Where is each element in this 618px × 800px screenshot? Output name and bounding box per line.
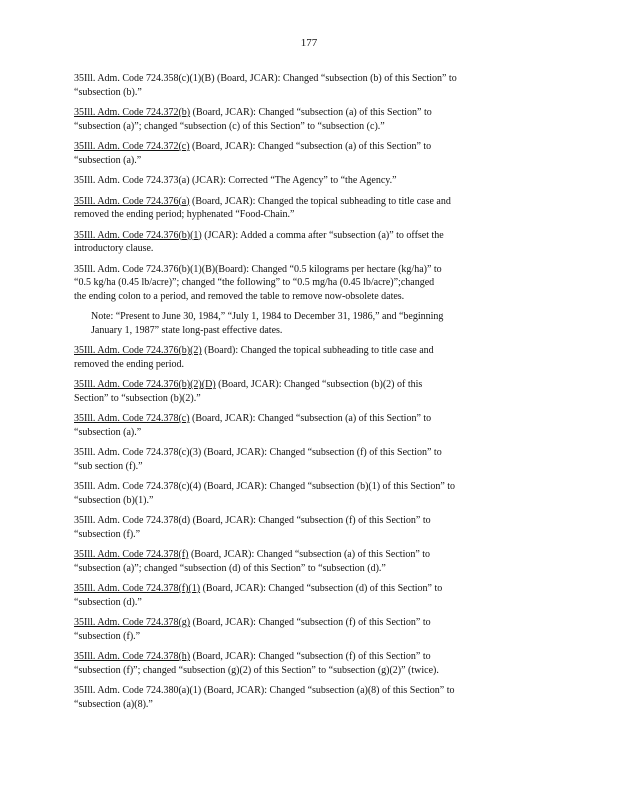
entry-citation: 35Ill. Adm. Code 724.378(f) bbox=[74, 549, 189, 560]
entry-line: “subsection (a)(8).” bbox=[74, 698, 153, 710]
amendment-entry bbox=[74, 480, 544, 507]
amendment-entry bbox=[74, 195, 544, 222]
entry-line: “subsection (f)”; changed “subsection (g)(2) of this Section” to “subsection (g)(2)” (twice). bbox=[74, 664, 439, 676]
amendment-entry bbox=[74, 174, 544, 188]
entry-citation: 35Ill. Adm. Code 724.372(b) bbox=[74, 107, 191, 118]
entry-line: “0.5 kg/ha (0.45 lb/acre)”; changed “the following” to “0.5 mg/ha (0.45 lb/acre)”;changed bbox=[74, 277, 435, 288]
entry-citation: 35Ill. Adm. Code 724.378(f)(1) bbox=[74, 583, 201, 594]
entry-line: 35Ill. Adm. Code 724.373(a) (JCAR): Corrected “The Agency” to “the Agency.” bbox=[74, 175, 397, 186]
entry-line: “subsection (b)(1).” bbox=[74, 494, 154, 506]
entry-text: (Board, JCAR): Changed the topical subheading to title case and bbox=[189, 195, 451, 207]
entry-text: (Board, JCAR): Changed “subsection (a) of this Section” to bbox=[189, 141, 432, 152]
entry-text: (JCAR): Added a comma after “subsection (a)” to offset the bbox=[201, 229, 444, 241]
entry-line bbox=[74, 412, 544, 426]
entry-text: (Board, JCAR): Changed “subsection (f) of this Section” to bbox=[190, 617, 431, 628]
entry-citation: 35Ill. Adm. Code 724.376(b)(2)(D) bbox=[74, 379, 216, 390]
amendment-entry bbox=[74, 140, 544, 167]
amendment-entry bbox=[74, 412, 544, 439]
amendment-entry bbox=[74, 106, 544, 133]
entry-line bbox=[74, 344, 544, 358]
note-line: January 1, 1987” state long-past effective dates. bbox=[91, 324, 283, 336]
entry-text: (Board, JCAR): Changed “subsection (d) of this Section” to bbox=[200, 583, 443, 594]
amendment-entry bbox=[74, 582, 544, 609]
amendment-entry bbox=[74, 263, 544, 304]
page-number: 177 bbox=[300, 37, 318, 49]
amendment-entry bbox=[74, 616, 544, 643]
entry-line bbox=[74, 195, 544, 209]
entry-text: (Board): Changed the topical subheading to title case and bbox=[201, 345, 434, 356]
entry-line: “subsection (a).” bbox=[74, 154, 142, 166]
amendment-entry bbox=[74, 229, 544, 256]
entries-list bbox=[74, 72, 544, 718]
amendment-entry bbox=[74, 72, 544, 99]
entry-citation: 35Ill. Adm. Code 724.376(a) bbox=[74, 195, 190, 207]
note-line: Note: “Present to June 30, 1984,” “July 1, 1984 to December 31, 1986,” and “beginning bbox=[91, 311, 444, 322]
entry-line bbox=[74, 378, 544, 392]
entry-line: removed the ending period. bbox=[74, 358, 184, 370]
entry-citation: 35Ill. Adm. Code 724.376(b)(1) bbox=[74, 229, 202, 241]
entry-line: Section” to “subsection (b)(2).” bbox=[74, 392, 201, 404]
entry-citation: 35Ill. Adm. Code 724.372(c) bbox=[74, 141, 190, 152]
entry-text: (Board, JCAR): Changed “subsection (a) of this Section” to bbox=[190, 107, 432, 118]
entry-line: the ending colon to a period, and removed the table to remove now-obsolete dates. bbox=[74, 290, 405, 302]
entry-line: 35Ill. Adm. Code 724.380(a)(1) (Board, JCAR): Changed “subsection (a)(8) of this Section” to bbox=[74, 685, 455, 696]
entry-line: “subsection (a)”; changed “subsection (d) of this Section” to “subsection (d).” bbox=[74, 562, 386, 574]
entry-line: introductory clause. bbox=[74, 243, 154, 254]
entry-line: 35Ill. Adm. Code 724.376(b)(1)(B)(Board): Changed “0.5 kilograms per hectare (kg/ha)” to bbox=[74, 263, 442, 275]
amendment-entry bbox=[74, 446, 544, 473]
entry-text: (Board, JCAR): Changed “subsection (a) of this Section” to bbox=[188, 549, 431, 560]
entry-line: 35Ill. Adm. Code 724.378(d) (Board, JCAR): Changed “subsection (f) of this Section” to bbox=[74, 515, 431, 526]
entry-line: 35Ill. Adm. Code 724.358(c)(1)(B) (Board, JCAR): Changed “subsection (b) of this Section” to bbox=[74, 73, 457, 84]
entry-line: 35Ill. Adm. Code 724.378(c)(3) (Board, JCAR): Changed “subsection (f) of this Section” to bbox=[74, 447, 442, 458]
entry-line bbox=[74, 229, 544, 243]
entry-line: “subsection (d).” bbox=[74, 596, 142, 608]
entry-citation: 35Ill. Adm. Code 724.376(b)(2) bbox=[74, 345, 202, 356]
entry-line bbox=[74, 582, 544, 596]
entry-citation: 35Ill. Adm. Code 724.378(h) bbox=[74, 651, 191, 662]
entry-line: “subsection (b).” bbox=[74, 86, 142, 98]
entry-line bbox=[74, 140, 544, 154]
entry-line: 35Ill. Adm. Code 724.378(c)(4) (Board, JCAR): Changed “subsection (b)(1) of this Section” to bbox=[74, 481, 456, 492]
amendment-entry bbox=[74, 684, 544, 711]
amendment-entry bbox=[74, 344, 544, 371]
entry-line: “subsection (f).” bbox=[74, 630, 141, 642]
entry-line bbox=[74, 650, 544, 664]
entry-line: “subsection (f).” bbox=[74, 528, 141, 540]
amendment-entry bbox=[74, 378, 544, 405]
entry-line: “subsection (a)”; changed “subsection (c) of this Section” to “subsection (c).” bbox=[74, 120, 385, 132]
amendment-entry bbox=[74, 548, 544, 575]
amendment-entry bbox=[74, 650, 544, 677]
entry-citation: 35Ill. Adm. Code 724.378(c) bbox=[74, 413, 190, 424]
entry-line bbox=[74, 616, 544, 630]
entry-line: “subsection (a).” bbox=[74, 426, 142, 438]
entry-text: (Board, JCAR): Changed “subsection (b)(2) of this bbox=[215, 379, 423, 390]
entry-line bbox=[74, 106, 544, 120]
entry-line: removed the ending period; hyphenated “Food-Chain.” bbox=[74, 209, 295, 220]
entry-citation: 35Ill. Adm. Code 724.378(g) bbox=[74, 617, 191, 628]
entry-note bbox=[74, 310, 544, 337]
amendment-entry bbox=[74, 514, 544, 541]
entry-text: (Board, JCAR): Changed “subsection (a) of this Section” to bbox=[189, 413, 432, 424]
entry-line bbox=[74, 548, 544, 562]
entry-text: (Board, JCAR): Changed “subsection (f) of this Section” to bbox=[190, 651, 431, 662]
entry-line: “sub section (f).” bbox=[74, 460, 143, 472]
